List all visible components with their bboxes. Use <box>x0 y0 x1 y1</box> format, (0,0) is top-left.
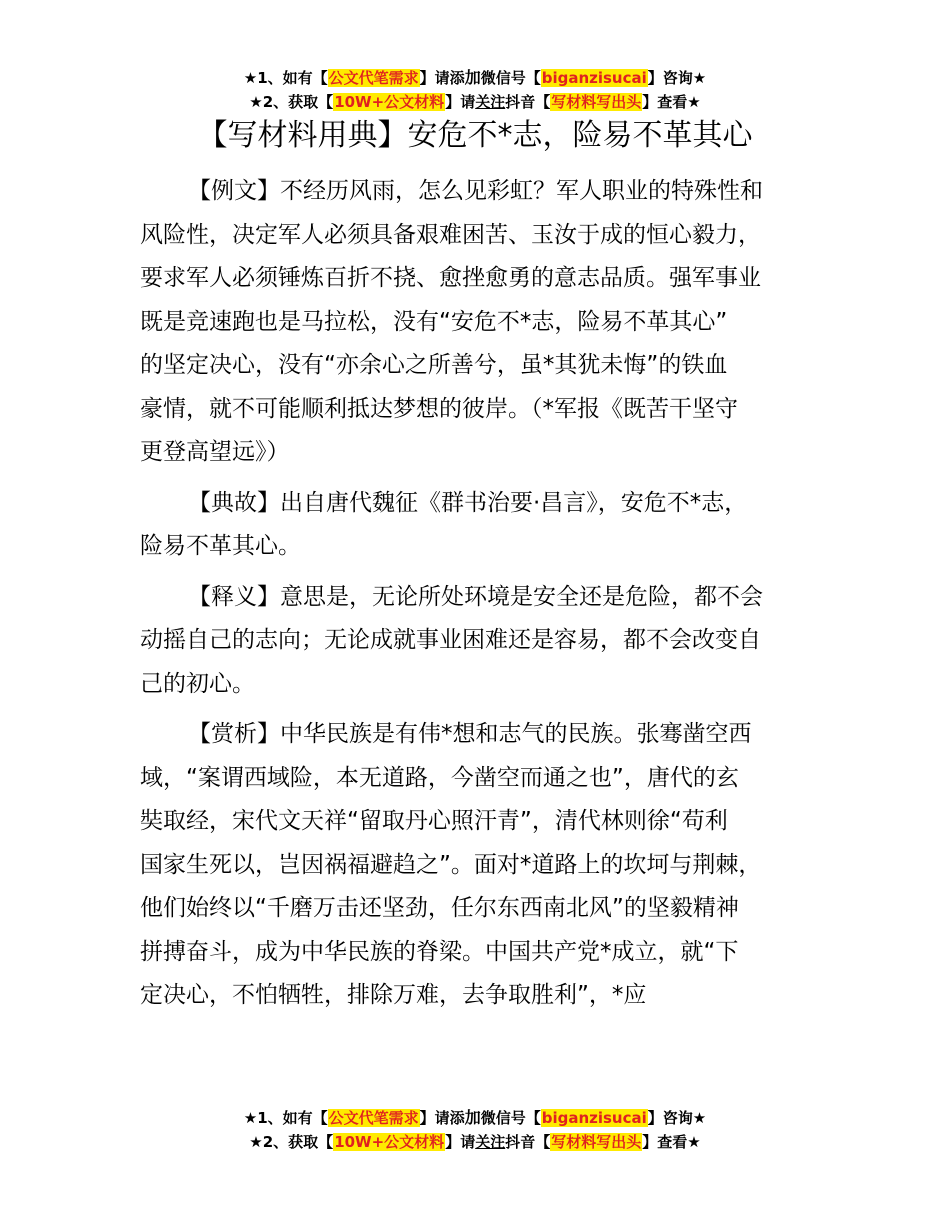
banner-text: 加 <box>464 68 481 87</box>
text-line: 豪情，就不可能顺利抵达梦想的彼岸。（*军报《既苦干坚守 <box>140 395 738 422</box>
paragraph-meaning <box>140 576 840 707</box>
text-line: 他们始终以“千磨万击还坚劲，任尔东西南北风”的坚毅精神 <box>140 895 739 921</box>
banner-text: 抖音【 <box>505 93 551 111</box>
footer-line-1 <box>0 1106 950 1130</box>
banner-highlight: 公文代笔需求 <box>328 1109 419 1127</box>
paragraph-appreciation <box>140 713 840 1018</box>
banner-text: 】咨询★ <box>647 69 707 87</box>
text-line: 险易不革其心。 <box>140 533 301 559</box>
douyin-account-highlight: 写材料写出头 <box>551 93 642 111</box>
banner-text: 加 <box>464 1108 481 1127</box>
banner-text: 抖音【 <box>505 1133 551 1151</box>
banner-text: 微信号【 <box>480 69 541 87</box>
wechat-id-highlight: biganzisucai <box>541 1109 647 1127</box>
paragraph-allusion <box>140 482 840 569</box>
banner-text: 】查看★ <box>642 93 701 111</box>
text-line: 【赏析】中华民族是有伟*想和志气的民族。张骞凿空西 <box>188 721 752 747</box>
text-line: 域，“案谓西域险，本无道路，今凿空而通之也”，唐代的玄 <box>140 764 739 791</box>
banner-text: ★1、如有【 <box>243 1109 328 1127</box>
text-line: 定决心，不怕牺牲，排除万难，去争取胜利”，*应 <box>140 982 647 1008</box>
text-line: 国家生死以，岂因祸福避趋之”。面对*道路上的坎坷与荆棘， <box>140 851 762 878</box>
footer-banner <box>0 1106 950 1154</box>
banner-text: 】请 <box>445 93 476 111</box>
banner-highlight: 公文代笔需求 <box>328 69 419 87</box>
header-line-1 <box>0 66 950 90</box>
text-line: 更登高望远》） <box>140 439 290 465</box>
header-line-2 <box>0 90 950 114</box>
banner-text: ★2、获取【 <box>249 93 334 111</box>
text-line: 拼搏奋斗，成为中华民族的脊梁。中国共产党*成立，就“下 <box>140 938 739 965</box>
document-body <box>140 170 840 1025</box>
banner-text: 微信号【 <box>480 1109 541 1127</box>
paragraph-example <box>140 170 840 475</box>
banner-text: 】请 <box>445 1133 476 1151</box>
text-line: 要求军人必须锤炼百折不挠、愈挫愈勇的意志品质。强军事业 <box>140 265 761 291</box>
banner-text: 关注 <box>475 1133 506 1151</box>
text-line: 的坚定决心，没有“亦余心之所善兮，虽*其犹未悔”的铁血 <box>140 352 728 378</box>
banner-text: 】咨询★ <box>647 1109 707 1127</box>
banner-text: 】请添 <box>419 1109 465 1127</box>
banner-text: 】请添 <box>419 69 465 87</box>
text-line: 既是竞速跑也是马拉松，没有“安危不*志，险易不革其心” <box>140 308 728 335</box>
text-line: 【典故】出自唐代魏征《群书治要·昌言》，安危不*志， <box>188 489 748 516</box>
document-title: 【写材料用典】安危不*志，险易不革其心 <box>197 118 753 153</box>
text-line: 风险性，决定军人必须具备艰难困苦、玉汝于成的恒心毅力， <box>140 221 761 248</box>
wechat-id-highlight: biganzisucai <box>541 69 647 87</box>
text-line: 奘取经，宋代文天祥“留取丹心照汗青”，清代林则徐“苟利 <box>140 808 728 834</box>
text-line: 【释义】意思是，无论所处环境是安全还是危险，都不会 <box>188 583 763 610</box>
banner-highlight: 10W+公文材料 <box>334 93 445 111</box>
text-line: 动摇自己的志向；无论成就事业困难还是容易，都不会改变自 <box>140 627 761 653</box>
banner-highlight: 10W+公文材料 <box>334 1133 445 1151</box>
banner-text: 关注 <box>475 93 506 111</box>
header-banner <box>0 66 950 114</box>
douyin-account-highlight: 写材料写出头 <box>551 1133 642 1151</box>
text-line: 己的初心。 <box>140 670 255 697</box>
footer-line-2 <box>0 1130 950 1154</box>
banner-text: ★1、如有【 <box>243 69 328 87</box>
text-line: 【例文】不经历风雨，怎么见彩虹？军人职业的特殊性和 <box>188 178 763 204</box>
banner-text: 】查看★ <box>642 1133 701 1151</box>
banner-text: ★2、获取【 <box>249 1133 334 1151</box>
